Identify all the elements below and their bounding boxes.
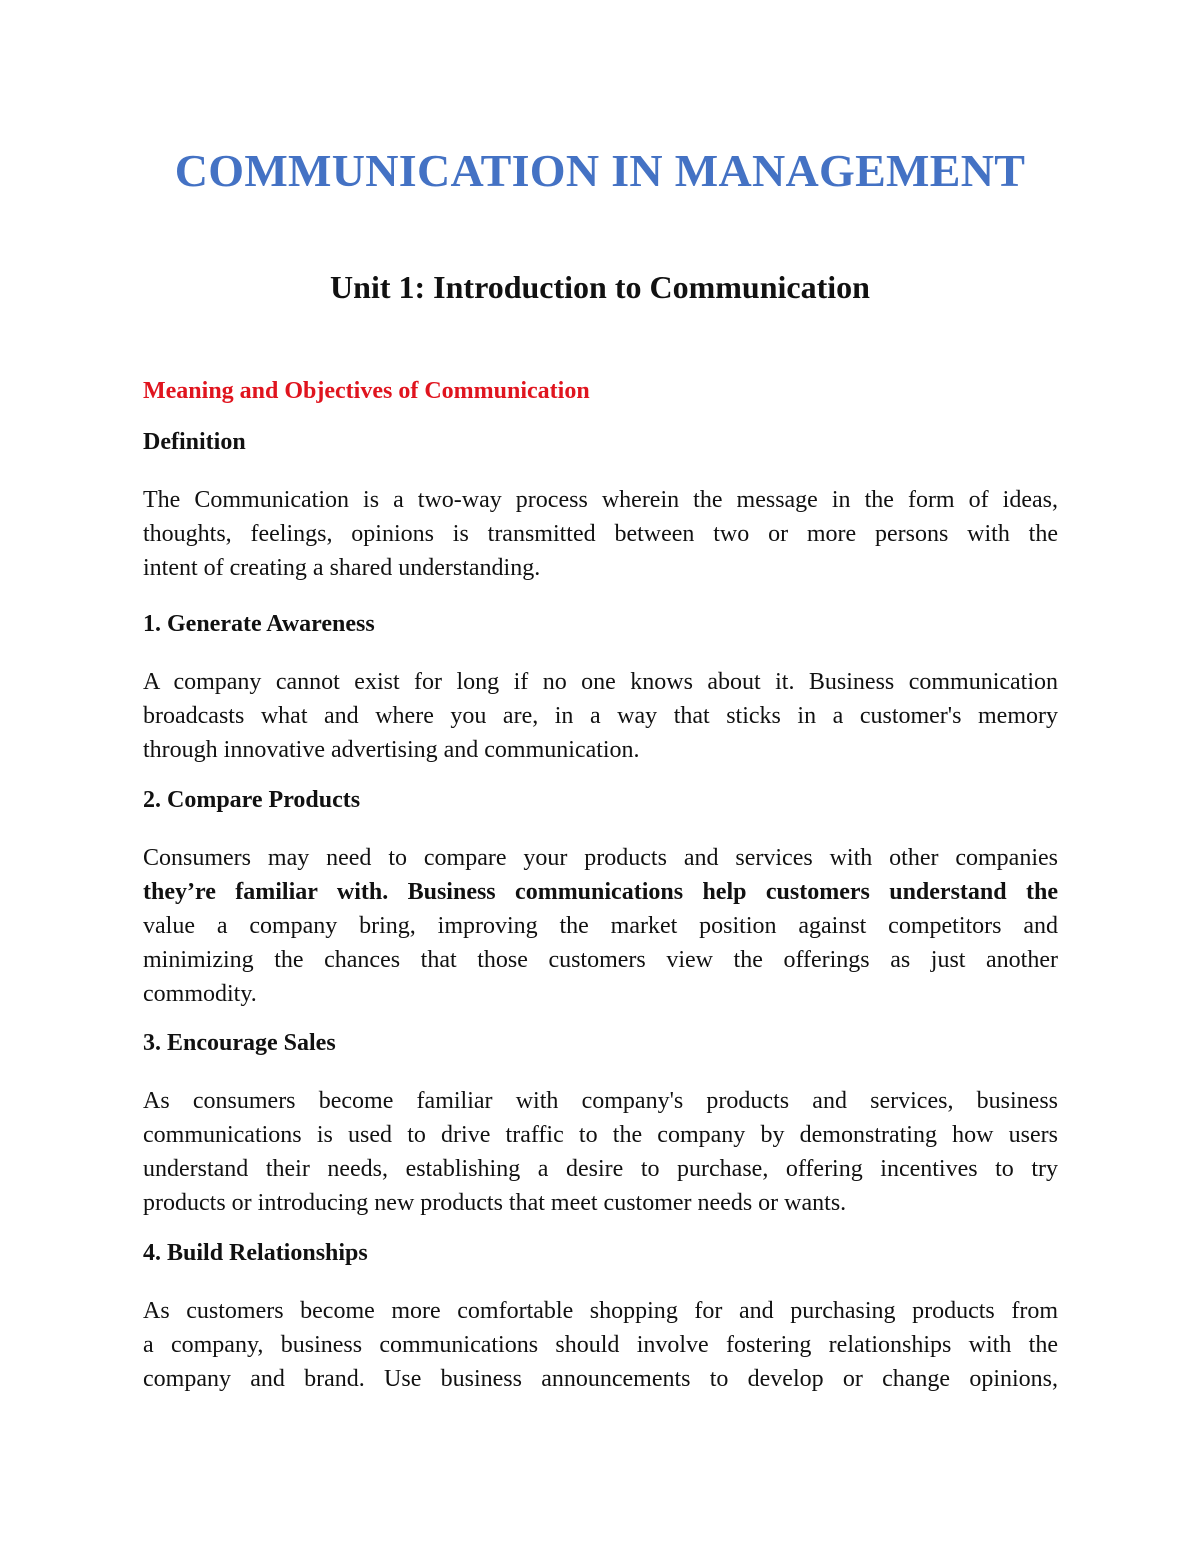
paragraph-line: The Communication is a two-way process wherein the message in the form of ideas,: [143, 487, 1058, 513]
paragraph-line: communications is used to drive traffic to the company by demonstrating how users: [143, 1122, 1058, 1148]
definition-heading: Definition: [143, 429, 246, 455]
paragraph-line: they’re familiar with. Business communications help customers understand the: [143, 879, 1058, 905]
objective-heading-generate-awareness: 1. Generate Awareness: [143, 611, 375, 637]
paragraph-line: products or introducing new products that meet customer needs or wants.: [143, 1190, 847, 1216]
objective-heading-build-relationships: 4. Build Relationships: [143, 1240, 368, 1266]
objective-heading-compare-products: 2. Compare Products: [143, 787, 361, 813]
objective-heading-encourage-sales: 3. Encourage Sales: [143, 1030, 336, 1056]
objective-paragraph-encourage-sales: [143, 1084, 1058, 1220]
paragraph-line: As customers become more comfortable shopping for and purchasing products from: [143, 1298, 1058, 1324]
paragraph-line: through innovative advertising and communication.: [143, 737, 640, 763]
section-heading: Meaning and Objectives of Communication: [143, 378, 590, 404]
paragraph-line: broadcasts what and where you are, in a way that sticks in a customer's memory: [143, 703, 1058, 729]
document-title: COMMUNICATION IN MANAGEMENT: [174, 145, 1026, 196]
paragraph-line: understand their needs, establishing a desire to purchase, offering incentives to try: [143, 1156, 1058, 1182]
paragraph-line: company and brand. Use business announcements to develop or change opinions,: [143, 1366, 1058, 1392]
paragraph-line: Consumers may need to compare your products and services with other companies: [143, 845, 1058, 871]
paragraph-line: minimizing the chances that those customers view the offerings as just another: [143, 947, 1058, 973]
paragraph-line: intent of creating a shared understanding.: [143, 555, 541, 581]
paragraph-line: a company, business communications should involve fostering relationships with the: [143, 1332, 1058, 1358]
paragraph-line: value a company bring, improving the market position against competitors and: [143, 913, 1058, 939]
unit-title: Unit 1: Introduction to Communication: [330, 269, 870, 305]
definition-paragraph: [143, 483, 1058, 585]
paragraph-line: As consumers become familiar with company's products and services, business: [143, 1088, 1058, 1114]
objective-paragraph-build-relationships: [143, 1294, 1058, 1396]
paragraph-line: commodity.: [143, 981, 257, 1007]
objective-paragraph-compare-products: [143, 841, 1058, 1011]
paragraph-line: A company cannot exist for long if no one knows about it. Business communication: [143, 669, 1058, 695]
paragraph-line: thoughts, feelings, opinions is transmitted between two or more persons with the: [143, 521, 1058, 547]
objective-paragraph-generate-awareness: [143, 665, 1058, 767]
